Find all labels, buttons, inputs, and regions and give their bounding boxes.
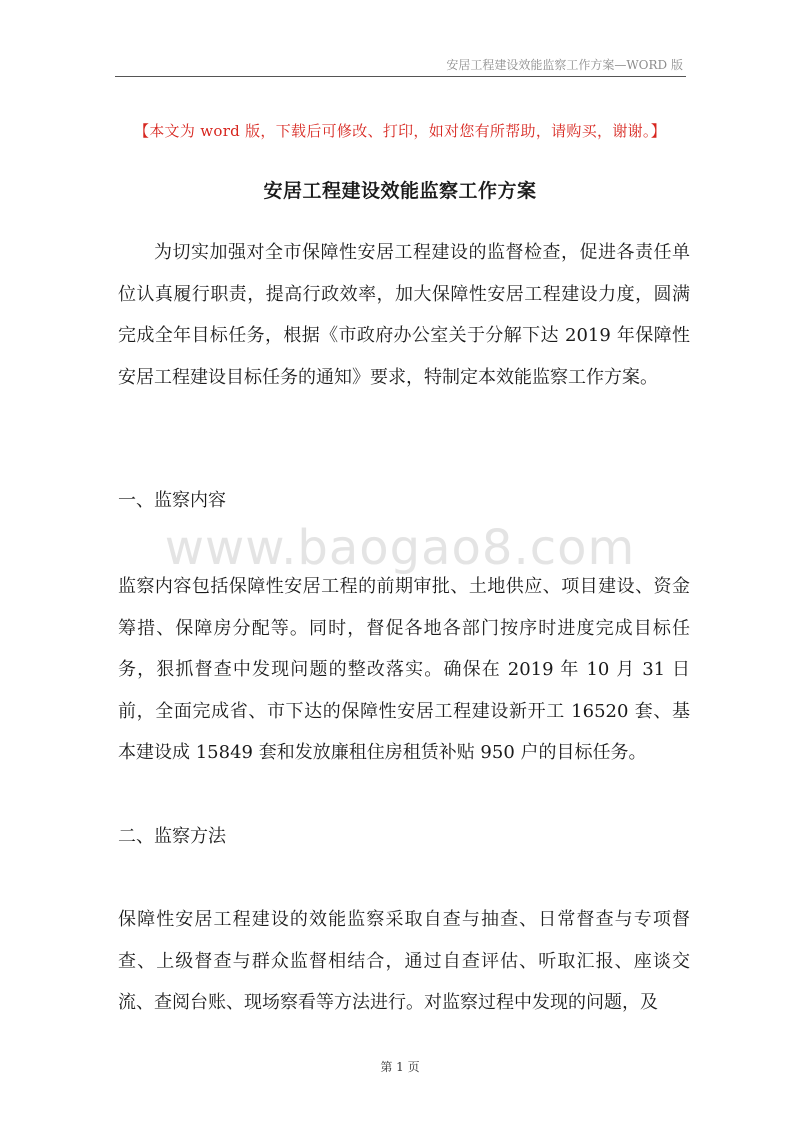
section-body-method: 保障性安居工程建设的效能监察采取自查与抽查、日常督查与专项督查、上级督查与群众监督相结合，通过自查评估、听取汇报、座谈交流、查阅台账、现场察看等方法进行。对监察过程中发现的问题，及 <box>118 909 690 1013</box>
section-heading-method: 二、监察方法 <box>118 826 226 847</box>
running-header: 安居工程建设效能监察工作方案—WORD 版 <box>446 58 683 72</box>
download-notice: 【本文为 word 版，下载后可修改、打印，如对您有所帮助，请购买，谢谢。】 <box>133 122 667 140</box>
watermark: www.baogao8.com <box>164 520 636 576</box>
document-title: 安居工程建设效能监察工作方案 <box>263 180 537 202</box>
page-number: 第 1 页 <box>380 1060 420 1074</box>
intro-paragraph: 为切实加强对全市保障性安居工程建设的监督检查，促进各责任单位认真履行职责，提高行政效率，加大保障性安居工程建设力度，圆满完成全年目标任务，根据《市政府办公室关于分解下达 2019 年保障性安居工程建设目标任务的通知》要求，特制定本效能监察工作方案。 <box>118 242 690 388</box>
header-divider <box>115 76 686 77</box>
section-body-content: 监察内容包括保障性安居工程的前期审批、土地供应、项目建设、资金筹措、保障房分配等。同时，督促各地各部门按序时进度完成目标任务，狠抓督查中发现问题的整改落实。确保在 2019 年 10 月 31 日前，全面完成省、市下达的保障性安居工程建设新开工 16520 套、基本建设成 15849 套和发放廉租住房租赁补贴 950 户的目标任务。 <box>118 576 690 763</box>
section-heading-content: 一、监察内容 <box>118 490 226 511</box>
